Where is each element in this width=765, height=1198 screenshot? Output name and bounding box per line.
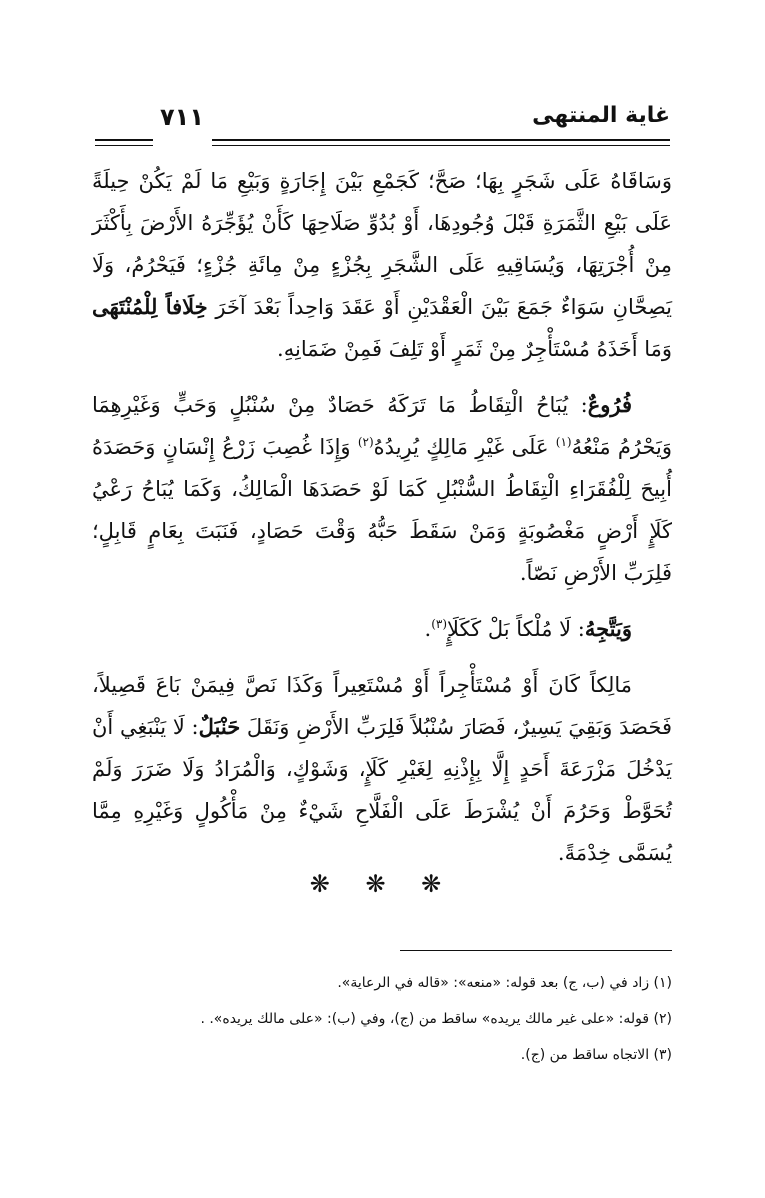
page-number: ٧١١ — [160, 103, 204, 131]
footnote-1: (١) زاد في (ب، ج) بعد قوله: «منعه»: «قاله في الرعاية». — [337, 975, 672, 991]
paragraph-2-text-a: : يُبَاحُ الْتِقَاطُ مَا تَرَكَهُ حَصَادٌ مِنْ سُنْبُلٍ وَحَبٍّ وَغَيْرِهِمَا وَيَحْرُمُ مَنْعُهُ — [92, 393, 673, 459]
paragraph-4 — [92, 664, 672, 874]
paragraph-1-text: وَسَاقَاهُ عَلَى شَجَرٍ بِهَا؛ صَحَّ؛ كَجَمْعِ بَيْنَ إِجَارَةٍ وَبَيْعِ مَا لَمْ يَكُنْ حِيلَةً عَلَى بَيْعِ الثَّمَرَةِ قَبْلَ وُجُودِهَا، أَوْ بُدُوِّ صَلَاحِهَا كَأَنْ يُؤَجِّرَهُ الأَرْضَ بِأَكْثَرَ مِنْ أُجْرَتِهَا، وَيُسَاقِيهِ عَلَى الشَّجَرِ بِجُزْءٍ مِنْ مِائَةِ جُزْءٍ؛ فَيَحْرُمُ، وَلَا يَصِحَّانِ سَوَاءٌ جَمَعَ بَيْنَ الْعَقْدَيْنِ أَوْ عَقَدَ وَاحِداً بَعْدَ آخَرَ — [92, 169, 673, 319]
paragraph-1-emphasis: خِلَافاً لِلْمُنْتَهَى — [92, 294, 208, 319]
paragraph-4-text-b: : لَا يَنْبَغِي أَنْ يَدْخُلَ مَزْرَعَةَ أَحَدٍ إِلَّا بِإِذْنِهِ لِغَيْرِ كَلَإٍ، وَشَوْكٍ، وَالْمُرَادُ وَلَا ضَرَرَ وَلَمْ تُحَوَّطْ وَحَرُمَ أَنْ يُشْرَطَ عَلَى الْفَلَّاحِ شَيْءٌ مِنْ مَأْكُولٍ وَغَيْرِهِ مِمَّا يُسَمَّى خِدْمَةً. — [92, 715, 672, 865]
section-separator: ❋ ❋ ❋ — [309, 870, 456, 898]
paragraph-3 — [92, 608, 672, 650]
header-rule-left — [95, 139, 153, 141]
footnotes — [92, 965, 672, 1073]
paragraph-1 — [92, 160, 672, 370]
running-title: غاية المنتهى — [532, 103, 670, 128]
paragraph-2-text-b: عَلَى غَيْرِ مَالِكٍ يُرِيدُهُ — [373, 435, 556, 459]
paragraph-2 — [92, 384, 672, 594]
footnote-ref-1[interactable]: (١) — [555, 435, 572, 449]
paragraph-4-emphasis: حَنْبَلٌ — [198, 714, 241, 739]
footnote-rule — [400, 950, 672, 951]
main-text — [92, 160, 672, 888]
footnote-3: (٣) الاتجاه ساقط من (ج). — [520, 1047, 672, 1063]
header-rule-right — [212, 139, 670, 141]
paragraph-4-text-a: مَالِكاً كَانَ أَوْ مُسْتَأْجِراً أَوْ مُسْتَعِيراً وَكَذَا نَصَّ فِيمَنْ بَاعَ قَصِيلاً، فَحَصَدَ وَبَقِيَ يَسِيرٌ، فَصَارَ سُنْبُلاً فَلِرَبِّ الأَرْضِ وَنَقَلَ — [92, 673, 672, 739]
paragraph-3-tail: . — [424, 617, 432, 641]
paragraph-1-tail: وَمَا أَخَذَهُ مُسْتَأْجِرٌ مِنْ ثَمَرٍ أَوْ تَلِفَ فَمِنْ ضَمَانِهِ. — [277, 337, 672, 361]
paragraph-2-lead: فُرُوعٌ — [587, 392, 632, 417]
footnote-2: (٢) قوله: «على غير مالك يريده» ساقط من (ج)، وفي (ب): «على مالك يريده». . — [200, 1011, 672, 1027]
footnote-ref-3[interactable]: (٣) — [431, 617, 448, 631]
paragraph-2-text-c: وَإِذَا غُصِبَ زَرْعُ إِنْسَانٍ وَحَصَدَهُ أُبِيحَ لِلْفُقَرَاءِ الْتِقَاطُ السُّنْبُلِ كَمَا لَوْ حَصَدَهَا الْمَالِكُ، وَكَمَا يُبَاحُ رَعْيُ كَلَإٍ أَرْضٍ مَغْصُوبَةٍ وَمَنْ سَقَطَ حَبُّهُ وَقْتَ حَصَادٍ، فَنَبَتَ بِعَامٍ قَابِلٍ؛ فَلِرَبِّ الأَرْضِ نَصّاً. — [92, 435, 672, 585]
header-rule-left-2 — [95, 145, 153, 146]
paragraph-3-text: : لَا مُلْكاً بَلْ كَكَلَإٍ — [447, 617, 585, 641]
header-rule-right-2 — [212, 145, 670, 146]
paragraph-3-lead: وَيَتَّجِهُ — [584, 616, 632, 641]
footnote-ref-2[interactable]: (٢) — [357, 435, 374, 449]
